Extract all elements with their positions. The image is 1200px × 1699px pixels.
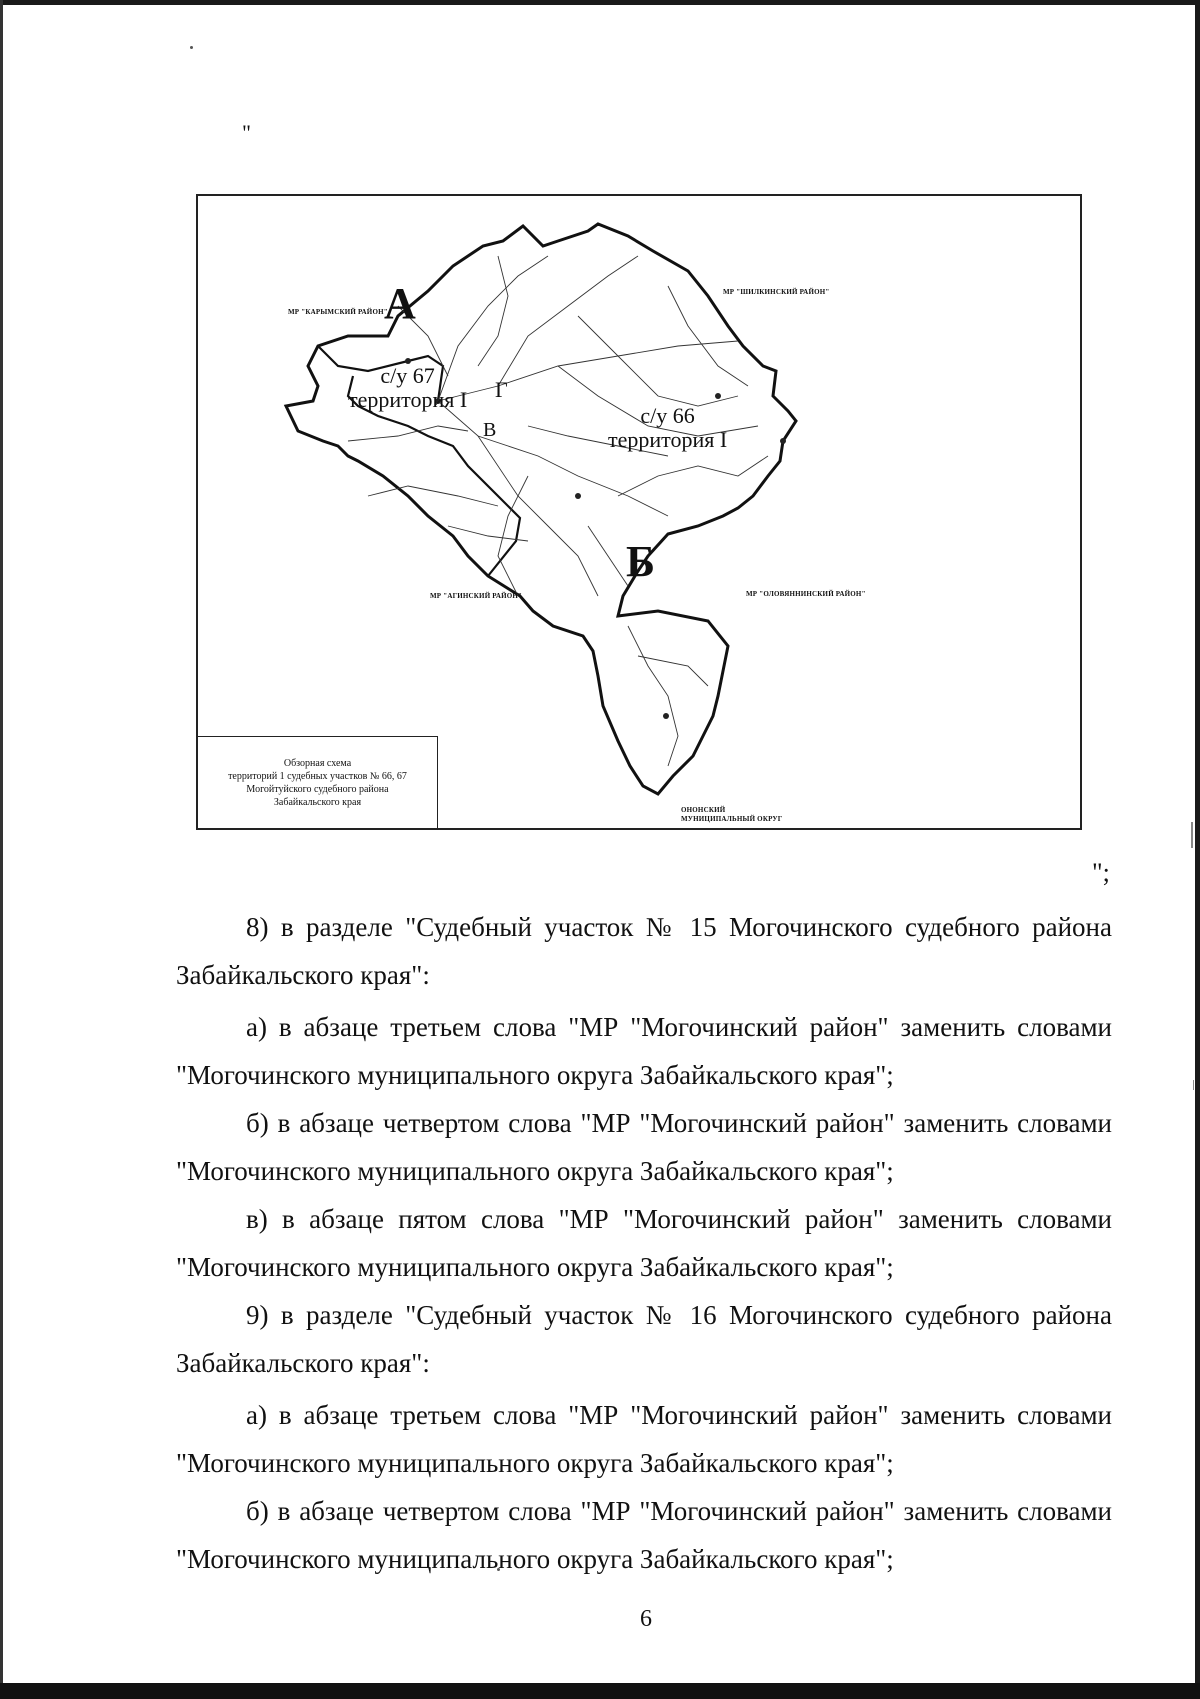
paragraph: в) в абзаце пятом слова "МР "Могочинский район" заменить словами "Могочинского муниципального округа Забайкальского края"; <box>176 1204 1112 1282</box>
page-number: 6 <box>640 1606 652 1632</box>
scan-edge-left <box>0 0 3 1699</box>
paragraph: 9) в разделе "Судебный участок № 16 Могочинского судебного района Забайкальского края": <box>176 1300 1112 1378</box>
paragraph: б) в абзаце четвертом слова "МР "Могочинский район" заменить словами "Могочинского муниципального округа Забайкальского края"; <box>176 1496 1112 1574</box>
legend-line: Забайкальского края <box>273 796 362 808</box>
map-legend <box>198 736 438 828</box>
map-point-b: Б <box>626 537 656 586</box>
map-point-v: В <box>483 419 497 441</box>
neighbor-aginsky: МР "АГИНСКИЙ РАЙОН" <box>430 592 523 600</box>
legend-line: Обзорная схема <box>283 757 352 769</box>
map-point-g: Г <box>495 377 508 402</box>
opening-quote: " <box>242 120 251 145</box>
territory-67-line1: с/у 67 <box>380 363 435 388</box>
paragraph: а) в абзаце третьем слова "МР "Могочинский район" заменить словами "Могочинского муниципального округа Забайкальского края"; <box>176 1400 1112 1478</box>
territory-67-line2: территория I <box>348 387 468 412</box>
territory-67-label <box>348 364 467 412</box>
paragraph: а) в абзаце третьем слова "МР "Могочинский район" заменить словами "Могочинского муниципального округа Забайкальского края"; <box>176 1012 1112 1090</box>
territory-66-line1: с/у 66 <box>640 403 695 428</box>
territory-66-line2: территория I <box>608 427 728 452</box>
map-point-a: А <box>384 279 416 328</box>
closing-quote: "; <box>1092 858 1110 887</box>
territory-66-label <box>608 404 727 452</box>
document-body <box>176 903 1112 1583</box>
neighbor-shilkinsky: МР "ШИЛКИНСКИЙ РАЙОН" <box>723 288 830 296</box>
legend-line: Могойтуйского судебного района <box>246 783 389 795</box>
scan-artifact <box>1191 822 1193 848</box>
map-figure <box>196 194 1082 830</box>
map-drawing <box>198 196 1080 828</box>
scan-edge-bottom <box>0 1683 1200 1699</box>
paragraph: 8) в разделе "Судебный участок № 15 Могочинского судебного района Забайкальского края": <box>176 912 1112 990</box>
neighbor-olovyanninsky: МР "ОЛОВЯННИНСКИЙ РАЙОН" <box>746 590 866 598</box>
road-network <box>348 256 768 766</box>
legend-line: территорий 1 судебных участков № 66, 67 <box>228 770 407 782</box>
scan-artifact <box>1193 1080 1194 1090</box>
scan-speck <box>190 46 193 49</box>
scan-edge-right <box>1195 0 1200 1699</box>
neighbor-ononsky-line1: ОНОНСКИЙ <box>681 806 726 814</box>
neighbor-karymsky: МР "КАРЫМСКИЙ РАЙОН" <box>288 308 388 316</box>
paragraph: б) в абзаце четвертом слова "МР "Могочинский район" заменить словами "Могочинского муниципального округа Забайкальского края"; <box>176 1108 1112 1186</box>
neighbor-ononsky-line2: МУНИЦИПАЛЬНЫЙ ОКРУГ <box>681 815 783 823</box>
scan-edge-top <box>0 0 1200 5</box>
